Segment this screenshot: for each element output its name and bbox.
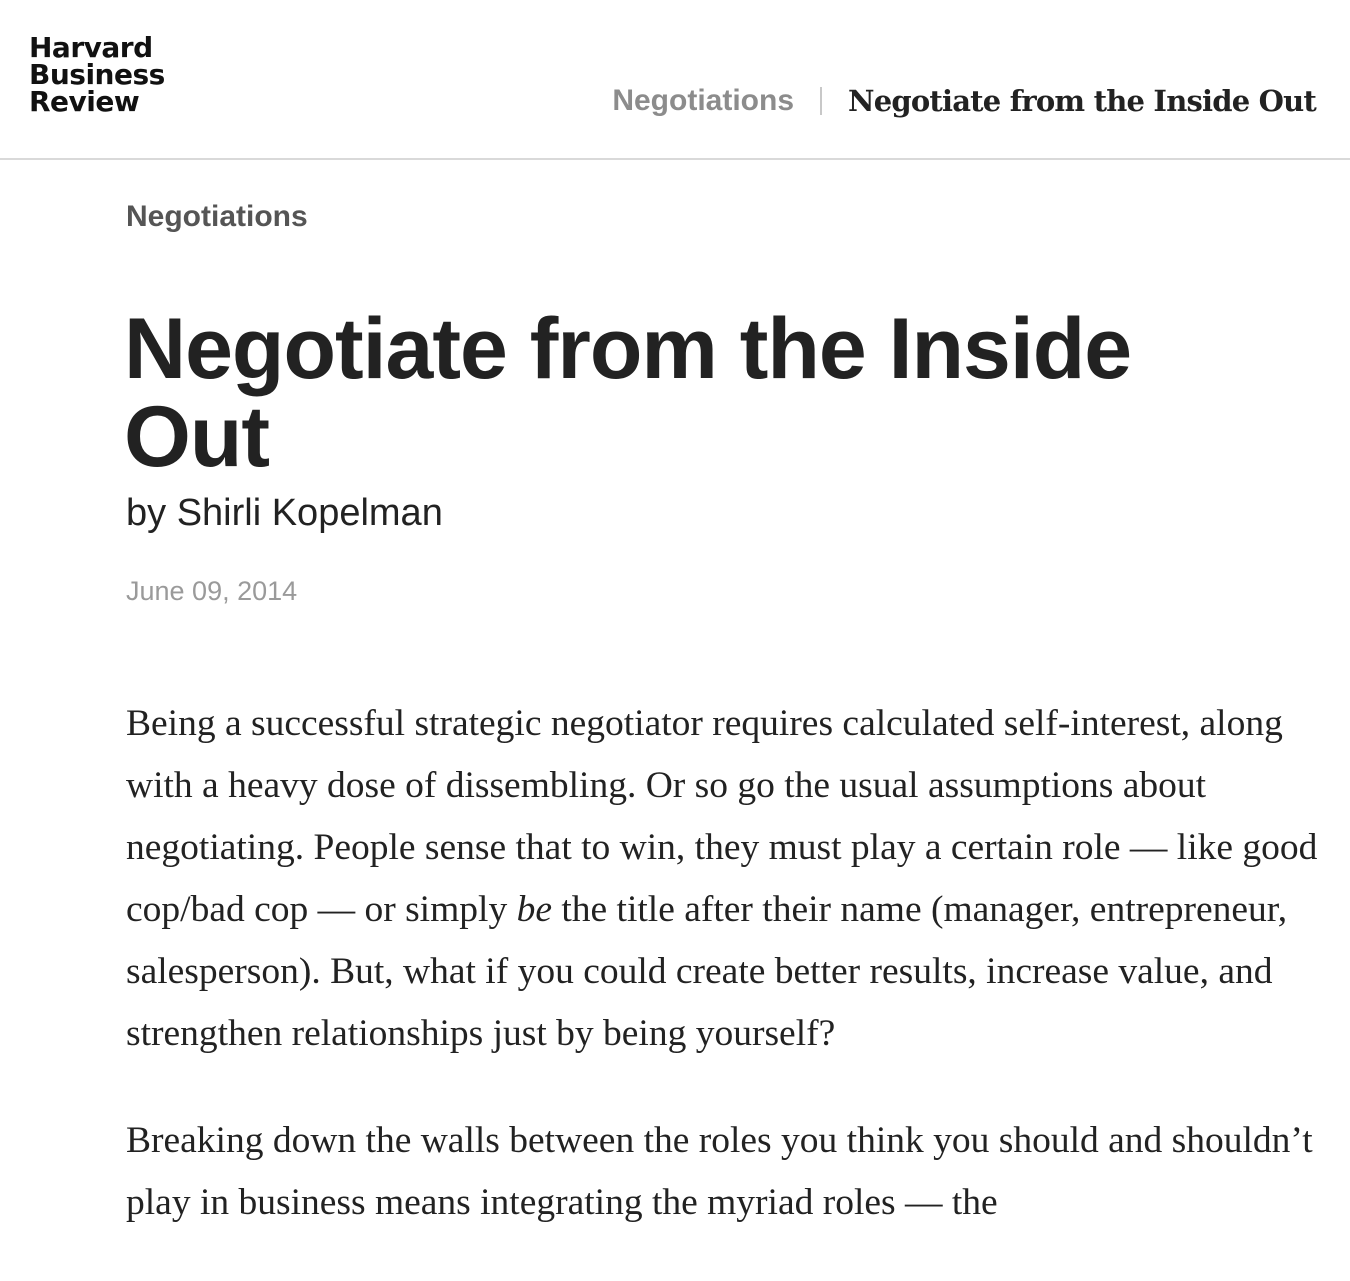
topic-link[interactable]: Negotiations [126,200,308,233]
paragraph-text: Being a successful strategic negotiator requires calculated self-interest, along with a heavy dose of dissembling. Or so go the usual assumptions about negotiating. People sense that to win, they must play a certain role — like good cop/bad cop — or simply [126,703,1318,930]
article-body [126,693,1341,1279]
publish-date: June 09, 2014 [126,576,298,606]
logo-line-1: Harvard [29,31,153,64]
breadcrumb-section-link[interactable]: Negotiations [612,84,794,117]
logo-line-2: Business [29,58,165,91]
article-paragraph: Breaking down the walls between the roles you think you should and shouldn’t play in business means integrating the myriad roles — the [126,1120,1313,1223]
logo-line-3: Review [29,85,140,118]
breadcrumb-article-title: Negotiate from the Inside Out [848,84,1316,118]
article-title: Negotiate from the Inside Out [124,301,1132,485]
emphasis-text: be [516,889,552,930]
breadcrumb-divider [820,87,822,115]
article-paragraph [126,693,1341,1065]
article-byline: by Shirli Kopelman [126,492,443,534]
paragraph-text: the title after their name (manager, entrepreneur, salesperson). But, what if you could create better results, increase value, and strengthen relationships just by being yourself? [126,889,1288,1054]
breadcrumb [612,78,1316,124]
site-header [0,0,1350,160]
hbr-logo[interactable] [29,31,165,118]
